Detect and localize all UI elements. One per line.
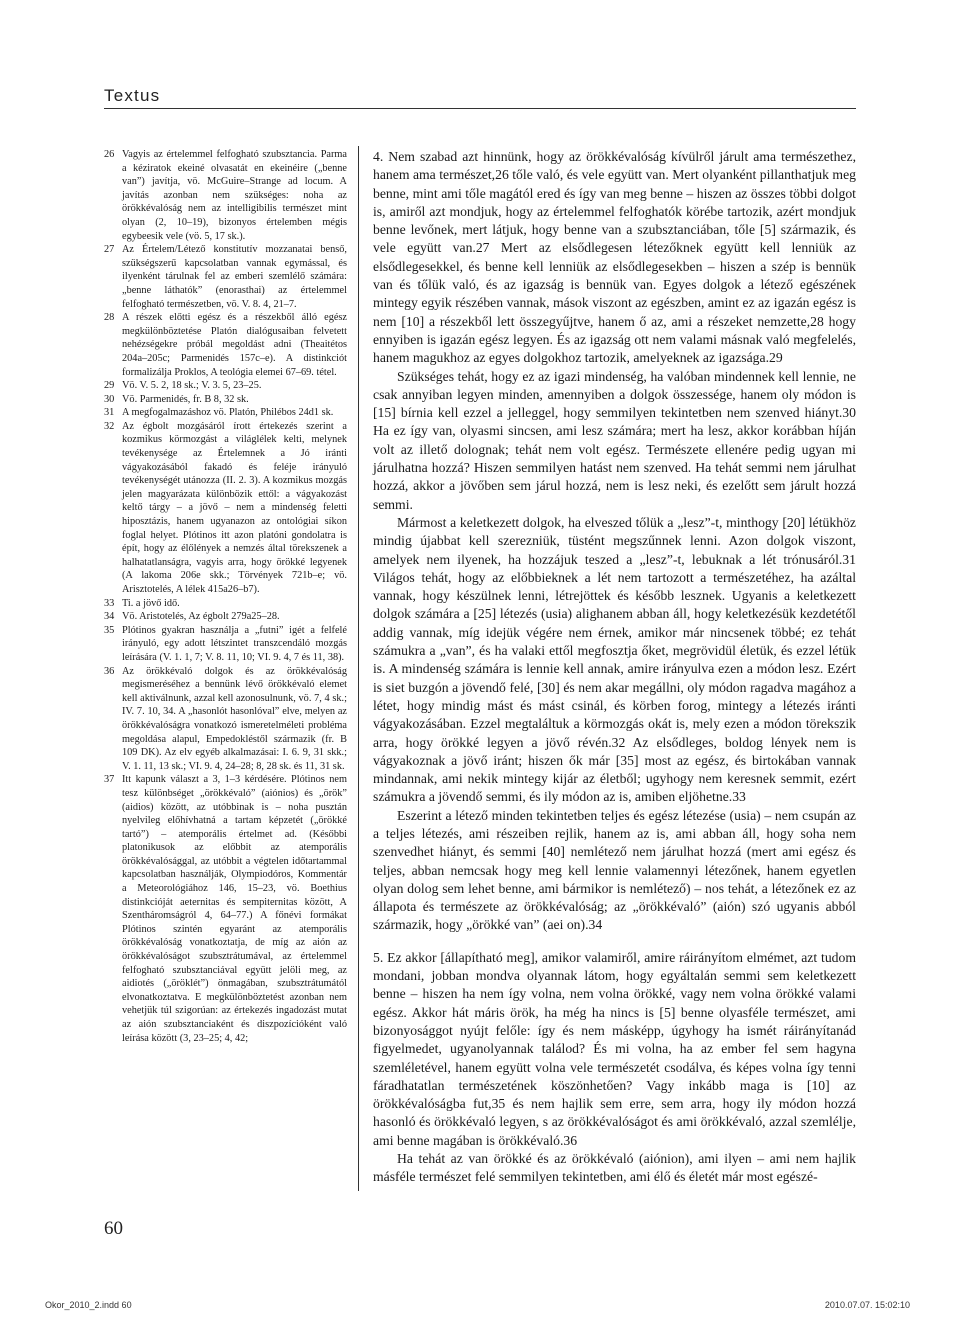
footnote-text: Vö. Aristotelés, Az égbolt 279a25–28. [122, 611, 280, 623]
footnote-number: 35 [104, 624, 115, 636]
footnote-28 [104, 311, 347, 379]
paragraph: Eszerint a létező minden tekintetben teljes és egész létezése (usia) – nem csupán az a teljes létezés, ami részeiben rejlik, hanem az is, ami abban áll, hogy soha nem szenvedhet hiányt, és semmi [40] nemlétező nem járulhat hozzá (mert ami egész és teljes, abban nemcsak hogy meg kell lennie valamennyi létezőnek, hanem egyetlen olyan dolog sem lehet benne, ami bármikor is nemlétező) – nos tehát, a létezőnek ez az állapota és természete az örökkévalóság; az „örökkévaló” (aión) szó ugyanis abból származik, hogy „örökké van” (aei on).34 [373, 807, 856, 933]
footnote-text: Vagyis az értelemmel felfogható szubsztancia. Parma a kéziratok ekeiné olvasatát en ekeinéire („benne van”) javítja, vö. McGuire–Strange ad locum. A javítás azonban nem szükséges: noha az örökkévalóság nem az intelligibilis természet mint olyan (2, 10–19), bizonyos értelemben mégis egybeesik vele (vö. 5, 17 sk.). [122, 149, 347, 242]
print-slug-filename: Okor_2010_2.indd 60 [45, 1300, 132, 1310]
footnote-37 [104, 773, 347, 1045]
footnotes-column [104, 148, 347, 1045]
footnote-27 [104, 243, 347, 311]
footnote-number: 34 [104, 611, 115, 623]
footnote-text: Itt kapunk választ a 3, 1–3 kérdésére. Plótinos nem tesz különbséget „örökkévaló” (aiónios) és „örök” (aidios) között, az utóbbinak is – noha pusztán nyelvileg előhívhatná a tartam képzetét („örökké tartó”) – atemporális értelmet ad. (Későbbi platonikusok az előbbit az atemporális örökkévalósággal, az utóbbit a végtelen időtartammal kapcsolatban használják, Olympiodóros, Kommentár a Meteorológiához 146, 15–23, vö. Boethius distinkcióját aeternitas és sempiternitas között, A Szentháromságról 4, 64–77.) A főnévi formákat Plótinos szintén egyaránt az atemporális örökkévalóság vonatkoztatja, de míg az aión az örökkévalóságot szubsztrátumával, az értelemmel felfogható szubsztanciával együtt jelöli meg, az aidiotés („öröklét”) önmagában, szubsztrátumától elvonatkoztatva. E megkülönböztetést azonban nem vehetjük túl szigorúan: az értekezés ingadozást mutat az aión szubsztanciaként és diszpozícióként való leírása között (3, 23–25; 4, 42; [122, 774, 347, 1044]
footnote-number: 29 [104, 380, 115, 392]
print-slug-timestamp: 2010.07.07. 15:02:10 [824, 1300, 910, 1310]
footnote-number: 31 [104, 407, 115, 419]
footnote-29 [104, 379, 347, 393]
footnote-30 [104, 393, 347, 407]
footnote-33 [104, 597, 347, 611]
footnote-34 [104, 610, 347, 624]
footnote-text: Ti. a jövő idő. [122, 597, 180, 609]
footnote-text: Vö. V. 5. 2, 18 sk.; V. 3. 5, 23–25. [122, 380, 262, 392]
paragraph: Szükséges tehát, hogy ez az igazi mindenség, ha valóban mindennek kell lennie, ne csak annyiban legyen minden, amennyiben a dolgok összessége, hanem oly módon is [15] bírnia kell ezzel a jelleggel, hogy semmilyen tekintetben nem szenved hiányt.30 Ha ez így van, olyasmi sincsen, ami lesz számára; mert ha lesz, akkor korábban híján volt az illető dolognak; tehát nem volt egész. Természete ellenére pedig ugyan mi járulhatna hozzá? Hiszen semmilyen hatást nem szenved. Ha tehát semmi nem járulhat hozzá, akkor a jövőben sem járul hozzá, nem is lesz neki, és ezelőtt sem járult hozzá semmi. [373, 368, 856, 512]
footnote-number: 28 [104, 312, 115, 324]
footnote-text: Az égbolt mozgásáról írott értekezés szerint a kozmikus körmozgást a világlélek kelti, melynek tevékenysége az Értelemnek a Jó iránti vágyakozásából fakadó és feléje irányuló tevékenységét utánozza (II. 2. 3). A kozmikus mozgás jelen magyarázata különbözik ettől: a vágyakozást keltő tárgy – a jövő – nem a mindenség feletti hiposztázis, hanem ugyanazon az ontológiai síkon foglal helyet. Plótinos itt azon platóni gondolatra is épít, hogy az élőlények a nemzés által törekszenek a halhatatlanságra, vagyis arra, hogy örökké legyenek (A lakoma 206e skk.; Törvények 721b–e; vö. Arisztotelés, A lélek 415a26–b7). [122, 420, 347, 595]
paragraph: Ha tehát az van örökké és az örökkévaló (aiónion), ami ilyen – ami nem hajlik másféle természet felé semmilyen tekintetben, ami élő és életét már most egészé- [373, 1151, 856, 1185]
main-text-column [373, 148, 856, 1187]
footnote-number: 36 [104, 665, 115, 677]
running-header-title: Textus [104, 86, 161, 105]
footnote-text: Vö. Parmenidés, fr. B 8, 32 sk. [122, 393, 249, 405]
footnote-number: 33 [104, 597, 115, 609]
footnote-35 [104, 624, 347, 665]
column-divider [358, 146, 359, 1191]
paragraph-section-4: 4. Nem szabad azt hinnünk, hogy az örökkévalóság kívülről járult ama természethez, hanem ama természet,26 tőle való, és vele együtt van. Mert olyanként pillanthatjuk meg benne, mint ami tőle magától ered és így van meg benne – hiszen az összes többi dolgot is, amiről azt mondjuk, hogy az értelemmel felfoghatók körébe tartozik, azért mondjuk benne levőnek, mert látjuk, hogy benne van a szubsztanciában, tőle [5] származik, és vele együtt van.27 Mert az elsődlegesen létezőknek együtt kell lenniük az elsődlegesekkel, és benne kell lenniük az elsődlegesekben – hiszen a szép is bennük van és tőlük való, és az igazság is bennük van. Egyes dolgok a létező egészének mintegy egyik részében vannak, mások viszont az egészben, amint ez az igazán egész is nem [10] a részekből lett összegyűjtve, hanem ő az, ami a részeket nemzette,28 hogy ennyiben is igazán egész legyen. És az igazság ott nem valami másnak való megfelelés, hanem magukhoz az egyes dolgokhoz tartozik, amelyeknek az igazsága.29 [373, 149, 856, 366]
footnote-text: Az Értelem/Létező konstitutív mozzanatai benső, szükségszerű kapcsolatban vannak egymással, és ilyenként tárulnak fel az emberi szemlélő számára: „benne láthatók” (enorasthai) az értelemmel felfogható természetben, vö. V. 8. 4, 21–7. [122, 244, 347, 310]
footnote-number: 32 [104, 420, 115, 432]
paragraph: Mármost a keletkezett dolgok, ha elveszed tőlük a „lesz”-t, minthogy [20] létükhöz mindig újabbat kell szerezniük, tüstént megszűnnek lenni. Azon dolgok viszont, amelyek nem ilyenek, ha hozzájuk teszed a „lesz”-t, lebuknak a lét trónusáról.31 Világos tehát, hogy az előbbieknek a lét nem tartozott a természetéhez, ha azáltal vannak, hogy készülnek lenni, létrejöttek és később lesznek. Ugyanis a keletkezett dolgok számára a [25] létezés (usia) alighanem abban áll, hogy keletkezésük kezdetétől addig vannak, míg idejük végére nem érnek, amikor már nincsenek többé; ez tehát számukra a „van”, és ha valaki ettől megfosztja őket, megrövidül életük, és ezzel létük is. A mindenség számára is lennie kell annak, amire irányulva ezen a módon lesz. Ezért is siet buzgón a jövendő felé, [30] és nem akar megállni, oly módon ragadva magához a létet, hogy mindig mást és mást csinál, és körben forog, mintegy a létezés iránti vágyakozásában. Ezzel megtaláltuk a körmozgás okát is, mely ezen a módon törekszik arra, hogy örökké legyen a jövő révén.32 Az elsődleges, boldog lények nem is vágyakoznak a jövő iránt; hiszen ők már [35] most az egész, és birtokában vannak mindannak, ami nekik mintegy kijár az életből; ugyhogy nem keresnek semmit, ezért számukra a jövendő semmi, és ily módon az is, amiben eljöhetne.33 [373, 514, 856, 805]
footnote-text: A megfogalmazáshoz vö. Platón, Philébos 24d1 sk. [122, 407, 334, 419]
page-number: 60 [104, 1218, 123, 1239]
footnote-number: 30 [104, 393, 115, 405]
footnote-32 [104, 420, 347, 597]
footnote-26 [104, 148, 347, 243]
footnote-number: 26 [104, 149, 115, 160]
footnote-36 [104, 665, 347, 774]
header-rule [104, 108, 856, 109]
footnote-text: Plótinos gyakran használja a „futni” igét a felfelé irányuló, egy adott létszintet transzcendáló mozgás leírására (V. 1. 1, 7; V. 8. 11, 10; VI. 9. 4, 7 és 11, 38). [122, 624, 347, 663]
paragraph-section-5: 5. Ez akkor [állapítható meg], amikor valamiről, amire ráirányítom elmémet, azt tudom mondani, jobban mondva olyannak látom, hogy egyáltalán semmi sem keletkezett benne – hiszen ha nem így volna, nem volna örökké, vagy nem volna örökké valami egész. Akkor hát máris örök, ha még ha nincs is [5] benne olyasféle természet, ami bizonyosággot nyújt felőle: így és nem másképp, úgyhogy ha ismét ráirányítanád figyelmedet, ugyanolyannak találod? És mi volna, ha az ember fel sem hagyna szemléletével, hanem együtt volna vele természetét csodálva, és képes volna így tenni fáradhatatlan természetének köszönhetően? Vagy inkább maga is [10] az örökkévalóságba fut,35 és nem hajlik sem erre, sem arra, hogy ily módon hozzá hasonló és örökkévaló legyen, s az örökkévalóságot és ami örökkévaló, azzal szemlélje, ami benne magában is örökkévaló.36 [373, 949, 856, 1148]
footnote-31 [104, 406, 347, 420]
footnote-text: A részek előtti egész és a részekből álló egész megkülönböztetése Platón dialógusaiban felvetett nehézségekre próbál megoldást adni (Theaitétos 204a–205c; Parmenidés 157c–e). A distinkciót formalizálja Proklos, A teológia elemei 67–69. tétel. [122, 312, 347, 378]
footnote-number: 37 [104, 774, 115, 786]
footnote-number: 27 [104, 244, 115, 256]
footnote-text: Az örökkévaló dolgok és az örökkévalóság megismeréséhez a bennünk lévő örökkévaló elemet kell aktiválnunk, azzal kell azonosulnunk, vö. 7, 4 sk.; IV. 7. 10, 34. A „hasonlót hasonlóval” elve, melyen az örökkévalóságra vonatkozó ismeretelméleti probléma megoldása alapul, Empedokléstől származik (fr. B 109 DK). Az elv egyéb alkalmazásai: I. 6. 9, 31 skk.; V. 1. 11, 13 sk.; VI. 9. 4, 24–28; 8, 28 sk. és 11, 31 sk. [122, 665, 347, 772]
